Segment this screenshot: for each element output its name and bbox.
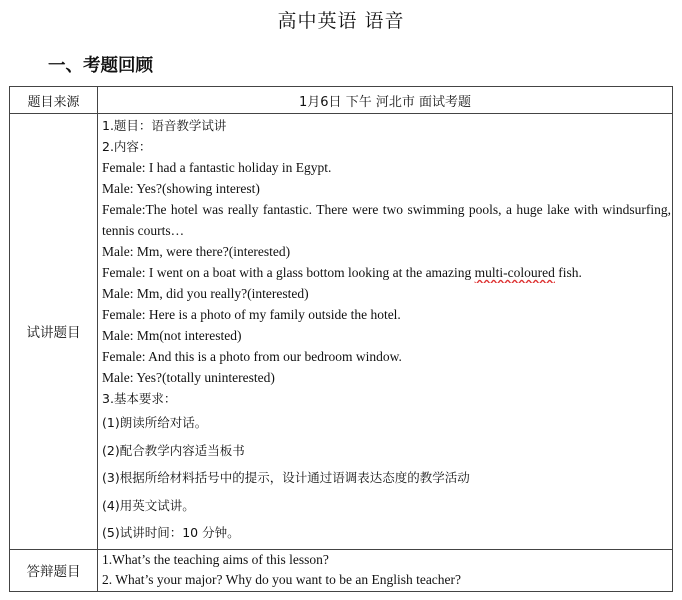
content-label: 2.内容：	[102, 139, 152, 154]
dialogue-line: Male: Mm(not interested)	[102, 328, 242, 343]
dialogue-text: Female: I went on a boat with a glass bottom looking at the amazing	[102, 265, 475, 280]
requirement-item: (5)试讲时间：10 分钟。	[102, 525, 240, 540]
defense-row	[10, 549, 673, 591]
exam-table	[9, 86, 673, 592]
section-heading: 一、考题回顾	[48, 56, 153, 76]
requirement-item: (3)根据所给材料括号中的提示，设计通过语调表达态度的教学活动	[102, 470, 470, 485]
dialogue-line: Male: Yes?(totally uninterested)	[102, 370, 275, 385]
document-title: 高中英语 语音	[277, 10, 405, 32]
defense-content	[98, 549, 673, 591]
source-label: 题目来源	[10, 87, 98, 114]
dialogue-line: Female: And this is a photo from our bedroom window.	[102, 349, 402, 364]
dialogue-line: Female: I had a fantastic holiday in Egypt.	[102, 160, 332, 175]
dialogue-line: Male: Mm, were there?(interested)	[102, 244, 291, 259]
dialogue-text: fish.	[554, 265, 582, 280]
spellcheck-flagged-word: multi-coloured	[474, 265, 555, 280]
lecture-label: 试讲题目	[10, 114, 98, 550]
requirement-item: (1)朗读所给对话。	[102, 415, 208, 430]
dialogue-line: Male: Yes?(showing interest)	[102, 181, 260, 196]
defense-question: 2. What’s your major? Why do you want to be an English teacher?	[102, 571, 462, 587]
defense-question: 1.What’s the teaching aims of this lesson?	[102, 551, 329, 567]
dialogue-line: Female:The hotel was really fantastic. There were two swimming pools, a huge lake with windsurfing, tennis courts…	[102, 202, 671, 238]
topic-line: 1.题目：语音教学试讲	[102, 118, 227, 133]
dialogue-line	[102, 262, 671, 283]
dialogue-line: Female: Here is a photo of my family outside the hotel.	[102, 307, 401, 322]
source-row	[10, 87, 673, 114]
requirement-item: (2)配合教学内容适当板书	[102, 442, 245, 458]
requirement-item: (4)用英文试讲。	[102, 497, 195, 513]
dialogue-line: Male: Mm, did you really?(interested)	[102, 286, 309, 301]
lecture-content	[98, 114, 673, 550]
lecture-row	[10, 114, 673, 550]
defense-label: 答辩题目	[10, 549, 98, 591]
source-value: 1月6日 下午 河北市 面试考题	[98, 87, 673, 114]
requirements-label: 3.基本要求：	[102, 391, 177, 406]
